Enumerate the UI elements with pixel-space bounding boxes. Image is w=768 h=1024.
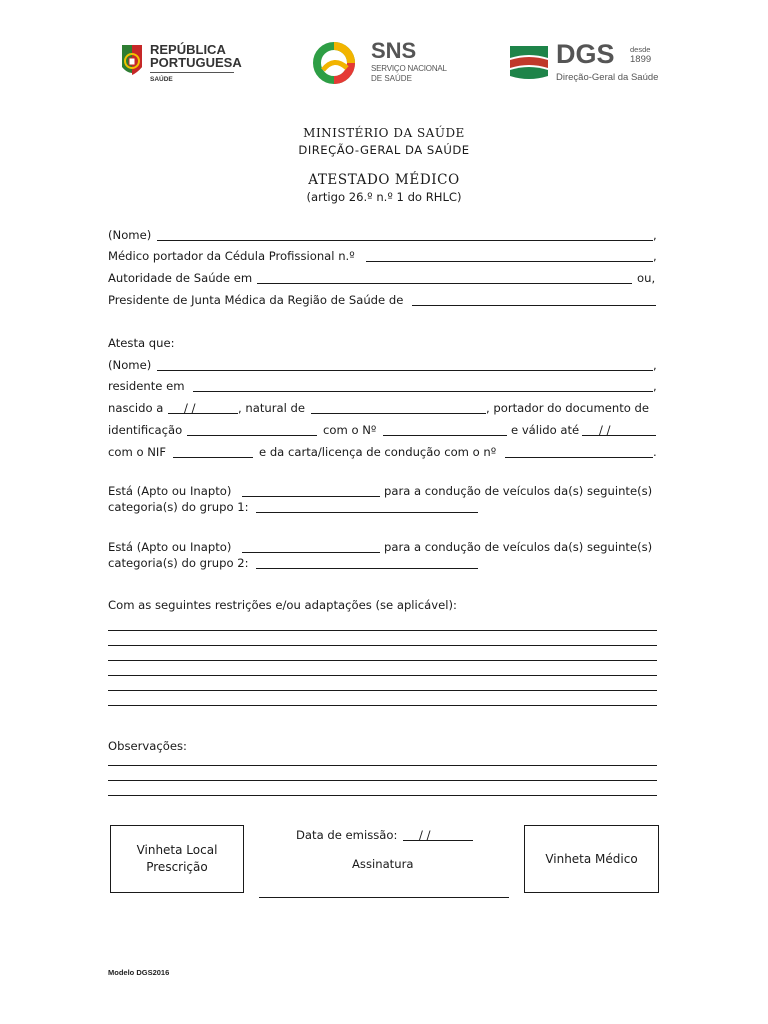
vinheta-local-label-2: Prescrição [146, 860, 208, 874]
natural-label: , natural de [238, 401, 305, 415]
republica-line1: REPÚBLICA [150, 42, 226, 57]
comma: , [653, 379, 657, 393]
conducao-label-2: para a condução de veículos da(s) seguinte(s) [384, 540, 653, 554]
footer-model-code: Modelo DGS2016 [108, 968, 170, 977]
dgs-year: 1899 [630, 54, 652, 65]
republica-divider [150, 72, 234, 73]
republica-emblem-icon [118, 43, 146, 79]
esta-label-2: Está (Apto ou Inapto) [108, 540, 232, 554]
categoria-grupo1-field[interactable] [256, 512, 478, 513]
republica-line2: PORTUGUESA [150, 55, 242, 70]
conducao-label-1: para a condução de veículos da(s) seguinte(s) [384, 484, 653, 498]
nascido-label: nascido a [108, 401, 164, 415]
documento-numero-field[interactable] [383, 435, 507, 436]
esta-label-1: Está (Apto ou Inapto) [108, 484, 232, 498]
vinheta-local-box[interactable] [110, 825, 244, 893]
apto-field-1[interactable] [242, 496, 380, 497]
assinatura-field[interactable] [259, 897, 509, 898]
nascimento-date-field[interactable] [168, 413, 238, 414]
dgs-emblem-icon [506, 42, 552, 82]
dgs-desde: desde [630, 45, 651, 54]
data-emissao-label: Data de emissão: [296, 828, 398, 842]
date-slashes: / / [184, 401, 196, 415]
nome-field-2[interactable] [157, 370, 653, 371]
observacoes-label: Observações: [108, 739, 187, 753]
vinheta-local-label-1: Vinheta Local [136, 843, 218, 857]
sns-subtitle-2: DE SAÚDE [371, 74, 412, 83]
comma: , [653, 249, 657, 263]
restricoes-line[interactable] [108, 645, 657, 646]
document-subtitle: (artigo 26.º n.º 1 do RHLC) [306, 190, 462, 204]
com-no-label: com o Nº [323, 423, 377, 437]
nif-field[interactable] [173, 457, 253, 458]
republica-line3: SAÚDE [150, 76, 173, 83]
natural-field[interactable] [311, 413, 486, 414]
nome-field-1[interactable] [157, 240, 653, 241]
restricoes-line[interactable] [108, 705, 657, 706]
dgs-title: DGS [556, 39, 615, 69]
valido-label: e válido até [511, 423, 580, 437]
sns-title: SNS [371, 38, 417, 63]
sns-subtitle-1: SERVIÇO NACIONAL [371, 64, 447, 73]
residente-label: residente em [108, 379, 185, 393]
vinheta-medico-box[interactable] [524, 825, 659, 893]
restricoes-line[interactable] [108, 690, 657, 691]
categoria-grupo1-label: categoria(s) do grupo 1: [108, 500, 249, 514]
direcao-heading: DIREÇÃO-GERAL DA SAÚDE [298, 143, 470, 157]
observacoes-line[interactable] [108, 780, 657, 781]
residente-field[interactable] [193, 391, 653, 392]
regiao-field[interactable] [412, 305, 656, 306]
cedula-field[interactable] [366, 261, 653, 262]
restricoes-line[interactable] [108, 630, 657, 631]
date-slashes: / / [599, 423, 611, 437]
dgs-subtitle: Direção-Geral da Saúde [556, 72, 659, 83]
ministerio-heading: MINISTÉRIO DA SAÚDE [303, 126, 465, 140]
atesta-label: Atesta que: [108, 336, 175, 350]
period: . [653, 445, 657, 459]
observacoes-line[interactable] [108, 795, 657, 796]
categoria-grupo2-label: categoria(s) do grupo 2: [108, 556, 249, 570]
observacoes-line[interactable] [108, 765, 657, 766]
comma: , [653, 358, 657, 372]
autoridade-label: Autoridade de Saúde em [108, 271, 253, 285]
presidente-label: Presidente de Junta Médica da Região de Saúde de [108, 293, 404, 307]
assinatura-label: Assinatura [352, 857, 414, 871]
comma: , [653, 228, 657, 242]
validade-date-field[interactable] [582, 435, 656, 436]
restricoes-line[interactable] [108, 675, 657, 676]
date-slashes: / / [419, 828, 431, 842]
medico-label: Médico portador da Cédula Profissional n.º [108, 249, 355, 263]
restricoes-line[interactable] [108, 660, 657, 661]
documento-field[interactable] [187, 435, 317, 436]
nif-label: com o NIF [108, 445, 166, 459]
carta-label: e da carta/licença de condução com o nº [259, 445, 497, 459]
restricoes-label: Com as seguintes restrições e/ou adaptações (se aplicável): [108, 598, 457, 612]
identificacao-label: identificação [108, 423, 183, 437]
portador-label: , portador do documento de [486, 401, 650, 415]
vinheta-medico-label: Vinheta Médico [545, 851, 638, 866]
autoridade-field[interactable] [257, 283, 632, 284]
categoria-grupo2-field[interactable] [256, 568, 478, 569]
apto-field-2[interactable] [242, 552, 380, 553]
data-emissao-field[interactable] [403, 840, 473, 841]
nome-label-2: (Nome) [108, 358, 152, 372]
document-title: ATESTADO MÉDICO [308, 172, 460, 188]
carta-field[interactable] [505, 457, 653, 458]
ou-label: ou, [637, 271, 656, 285]
nome-label-1: (Nome) [108, 228, 152, 242]
sns-ring-icon [311, 42, 357, 84]
